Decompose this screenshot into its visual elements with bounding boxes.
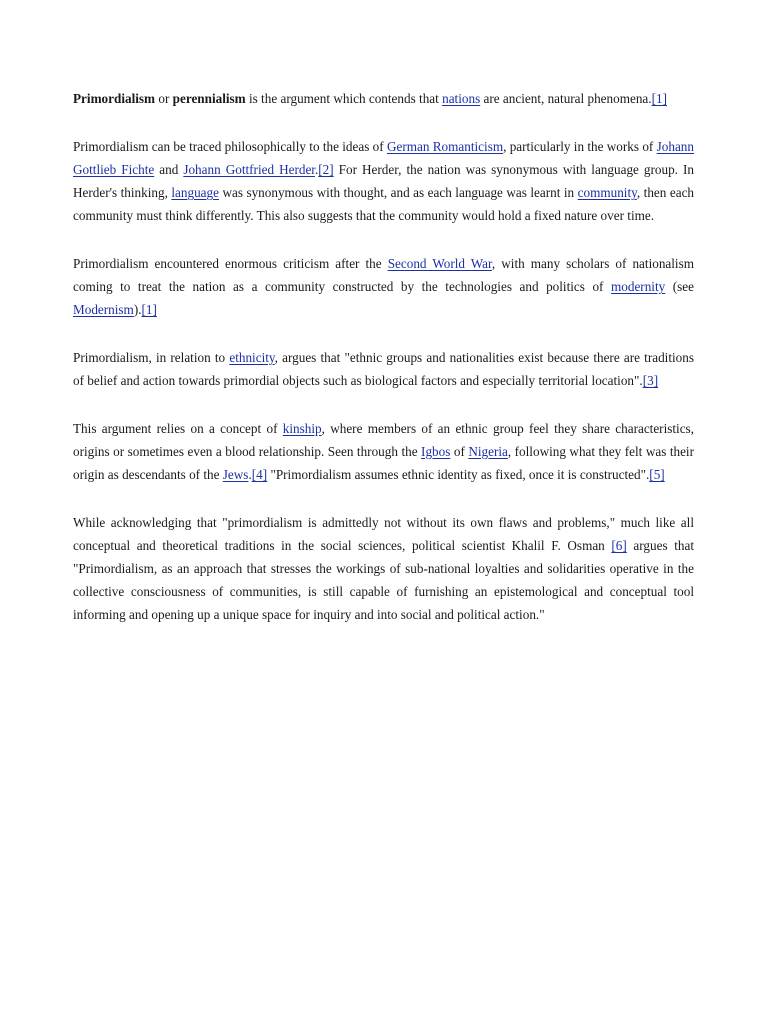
wiki-link[interactable]: German Romanticism (386, 138, 504, 154)
text-run: , then each community must think differently. This also suggests that the community would hold a fixed nature over time. (73, 185, 695, 224)
text-run: argues that "Primordialism, as an approach that stresses the workings of sub-national loyalties and solidarities operative in the collective consciousness of communities, is still capable of furnishing an epistemological and conceptual tool informing and opening up a unique space for inquiry and into social and political action." (73, 537, 694, 623)
wiki-link[interactable]: Johann Gottlieb Fichte (73, 138, 694, 177)
text-run: of (450, 443, 469, 459)
citation-link[interactable]: [6] (611, 537, 627, 553)
text-run: , where members of an ethnic group feel they share characteristics, origins or sometimes even a blood relationship. Seen through the (73, 420, 694, 459)
bold-term: Primordialism (73, 91, 156, 106)
paragraph (73, 87, 694, 110)
wiki-link[interactable]: community (577, 185, 637, 200)
text-run: For Herder, the nation was synonymous with language group. In Herder's thinking, (73, 161, 694, 200)
text-run: . (248, 467, 252, 482)
text-run: was synonymous with thought, and as each language was learnt in (218, 185, 578, 200)
citation-link[interactable]: [4] (251, 467, 268, 482)
citation-link[interactable]: [1] (651, 91, 667, 106)
wiki-link[interactable]: language (171, 185, 219, 200)
wiki-link[interactable]: kinship (282, 420, 322, 436)
text-run: Primordialism encountered enormous criticism after the (73, 255, 388, 271)
bold-term: perennialism (172, 91, 246, 106)
text-run: Primordialism, in relation to (73, 349, 230, 365)
text-run: (see (665, 279, 694, 294)
text-run: are ancient, natural phenomena. (480, 91, 652, 106)
wiki-link[interactable]: Igbos (421, 443, 451, 459)
text-run: . (314, 161, 319, 177)
text-run: , with many scholars of nationalism coming to treat the nation as a community constructed by the technologies and politics of (73, 255, 694, 294)
wiki-link[interactable]: Johann Gottfried Herder (183, 161, 315, 177)
citation-link[interactable]: [5] (649, 467, 665, 482)
document-body (73, 87, 694, 651)
text-run: ). (133, 302, 142, 318)
text-run: This argument relies on a concept of (73, 420, 283, 436)
wiki-link[interactable]: Modernism (73, 302, 134, 318)
text-run: , particularly in the works of (503, 138, 657, 154)
text-run: Primordialism can be traced philosophically to the ideas of (73, 138, 387, 154)
text-run: and (154, 161, 184, 177)
text-run: While acknowledging that "primordialism is admittedly not without its own flaws and problems," much like all conceptual and theoretical traditions in the social sciences, political scientist Khalil F. Osman (73, 514, 694, 553)
text-run: or (155, 91, 173, 106)
citation-link[interactable]: [3] (642, 373, 659, 388)
wiki-link[interactable]: Second World War (387, 255, 492, 271)
citation-link[interactable]: [1] (141, 302, 157, 318)
wiki-link[interactable]: Jews (222, 467, 249, 482)
text-run: , argues that "ethnic groups and nationalities exist because there are traditions of belief and action towards primordial objects such as biological factors and especially territorial location". (73, 349, 694, 388)
paragraph (73, 346, 694, 392)
wiki-link[interactable]: Nigeria (468, 443, 508, 459)
wiki-link[interactable]: ethnicity (229, 349, 275, 365)
wiki-link[interactable]: nations (442, 91, 481, 106)
paragraph (73, 511, 694, 627)
paragraph (73, 252, 694, 322)
wiki-link[interactable]: modernity (611, 279, 666, 294)
text-run: , following what they felt was their origin as descendants of the (73, 443, 694, 482)
citation-link[interactable]: [2] (318, 161, 334, 177)
text-run: is the argument which contends that (245, 91, 443, 106)
paragraph (73, 135, 694, 228)
text-run: "Primordialism assumes ethnic identity as fixed, once it is constructed". (267, 467, 650, 482)
paragraph (73, 417, 694, 487)
